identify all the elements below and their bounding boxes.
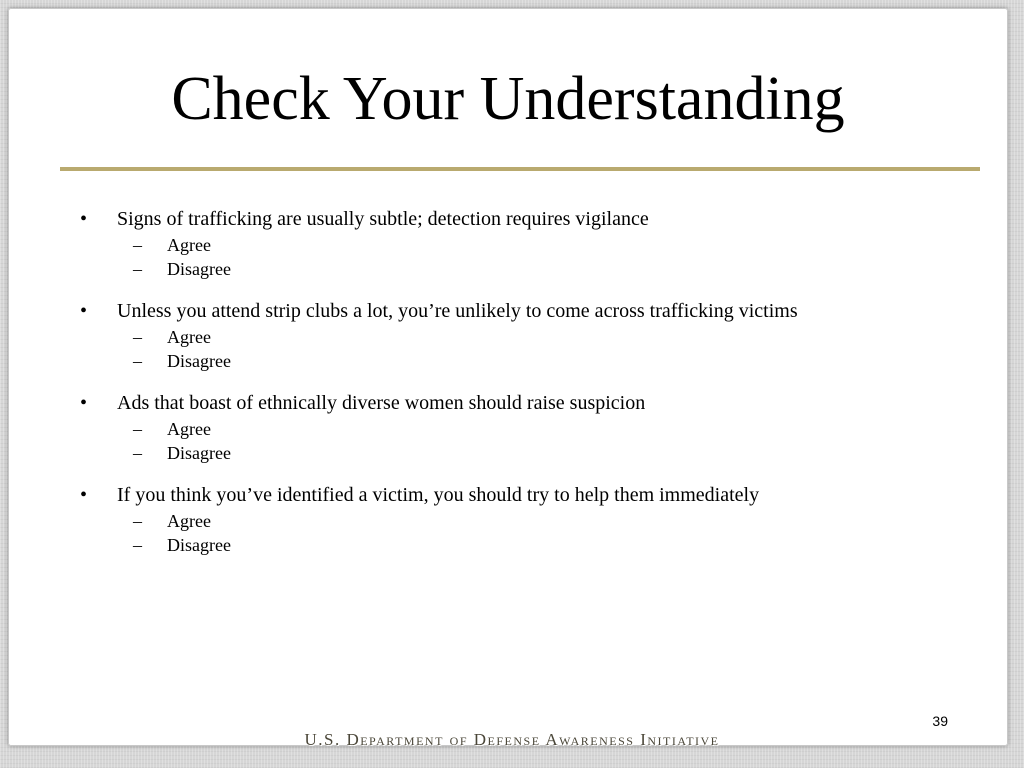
bullet-icon: •: [80, 208, 88, 230]
question-text: Signs of trafficking are usually subtle; detection requires vigilance: [117, 208, 649, 230]
answer-label: Disagree: [167, 351, 231, 371]
answer-label: Agree: [167, 235, 211, 255]
slide-number: 39: [932, 713, 948, 729]
answer-option-disagree: [133, 441, 940, 465]
answer-list: [80, 233, 940, 281]
bullet-icon: •: [80, 392, 88, 414]
dash-icon: –: [133, 235, 142, 255]
answer-label: Agree: [167, 327, 211, 347]
question-item: [80, 484, 940, 557]
bullet-icon: •: [80, 300, 88, 322]
dash-icon: –: [133, 351, 142, 371]
answer-option-agree: [133, 233, 940, 257]
title-divider: [60, 167, 980, 171]
dash-icon: –: [133, 419, 142, 439]
dash-icon: –: [133, 327, 142, 347]
dash-icon: –: [133, 443, 142, 463]
answer-label: Disagree: [167, 259, 231, 279]
dash-icon: –: [133, 511, 142, 531]
bullet-icon: •: [80, 484, 88, 506]
answer-option-disagree: [133, 349, 940, 373]
answer-label: Disagree: [167, 535, 231, 555]
question-item: [80, 300, 940, 373]
answer-list: [80, 325, 940, 373]
slide-title: Check Your Understanding: [171, 65, 845, 133]
question-text: If you think you’ve identified a victim, you should try to help them immediately: [117, 484, 760, 506]
question-item: [80, 208, 940, 281]
answer-option-disagree: [133, 257, 940, 281]
dash-icon: –: [133, 259, 142, 279]
question-item: [80, 392, 940, 465]
answer-option-agree: [133, 509, 940, 533]
footer-logo: U.S. Department of Defense Awareness Initiative: [304, 730, 720, 749]
answer-option-agree: [133, 325, 940, 349]
answer-label: Agree: [167, 511, 211, 531]
question-text: Ads that boast of ethnically diverse women should raise suspicion: [117, 392, 646, 414]
answer-option-agree: [133, 417, 940, 441]
slide-panel: [8, 8, 1008, 746]
answer-option-disagree: [133, 533, 940, 557]
answer-label: Agree: [167, 419, 211, 439]
answer-label: Disagree: [167, 443, 231, 463]
question-list: [80, 208, 940, 576]
answer-list: [80, 417, 940, 465]
dash-icon: –: [133, 535, 142, 555]
answer-list: [80, 509, 940, 557]
question-text: Unless you attend strip clubs a lot, you’re unlikely to come across trafficking victims: [117, 300, 798, 322]
